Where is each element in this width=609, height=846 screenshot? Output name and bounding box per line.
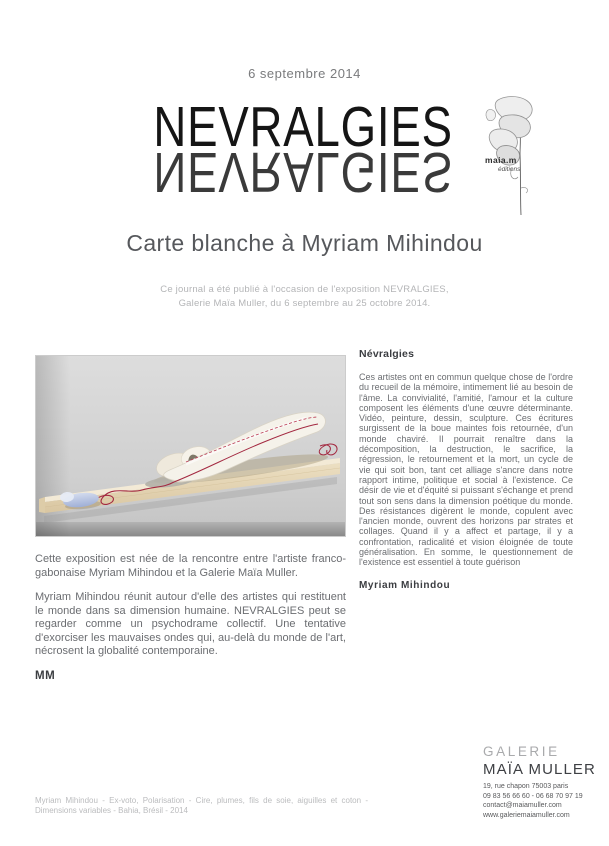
exhibition-title: NEVRALGIES — [153, 95, 453, 159]
artwork-photo — [35, 355, 346, 537]
left-paragraph-2: Myriam Mihindou réunit autour d'elle des artistes qui restituent le monde dans sa dimension humaine. NEVRALGIES peut se regarder comme un psychodrame collectif. Une tentative d'exorciser les mauvaises ondes qui, au-delà du monde de l'art, nécrosent la globalité contemporaine. — [35, 591, 346, 657]
gallery-name-line1: GALERIE — [483, 744, 560, 759]
gallery-contact-info — [483, 782, 599, 820]
publisher-tagline: éditions — [498, 166, 521, 173]
gallery-phones: 09 83 56 66 60 - 06 68 70 97 19 — [483, 792, 583, 800]
date-text: 6 septembre 2014 — [248, 66, 361, 81]
exhibition-title-reflection: NEVRALGIES — [153, 140, 453, 204]
colophon-line-2: Galerie Maïa Muller, du 6 septembre au 25 octobre 2014. — [178, 298, 431, 309]
right-heading: Névralgies — [359, 348, 415, 360]
colophon-line-1: Ce journal a été publié à l'occasion de l'exposition NEVRALGIES, — [160, 284, 449, 295]
gallery-website: www.galeriemaiamuller.com — [483, 811, 570, 819]
publisher-logo — [478, 92, 536, 218]
artwork-graphic — [36, 356, 345, 536]
right-column — [359, 348, 573, 591]
masthead — [118, 95, 472, 204]
artwork-caption: Myriam Mihindou - Ex-voto, Polarisation - Cire, plumes, fils de soie, aiguilles et coton - Dimensions variables - Bahia, Brésil - 2014 — [35, 796, 368, 815]
colophon-note — [0, 283, 609, 311]
gallery-email: contact@maiamuller.com — [483, 802, 562, 809]
gallery-block — [483, 744, 599, 820]
left-column — [35, 553, 346, 694]
publisher-name: maia.m — [485, 155, 517, 165]
right-body-text: Ces artistes ont en commun quelque chose de l'ordre du recueil de la mémoire, intimement lié au besoin de l'âme. La convivialité, l'amitié, l'amour et la culture composent les éléments d'une œuvre déterminante. Vidéo, peinture, dessin, sculpture. Ces écritures surgissent de la boue maintes fois retournée, d'un monde chaviré. Il pourrait renaître dans la décomposition, la destruction, le sacrifice, la régression, le retournement et la mort, un cycle de vie qui soit bon, tant cet alliage s'ancre dans notre rapport intime, politique et social à l'existence. Ce désir de vie et d'équité si puissant s'échange et prend tout son sens dans la dimension poétique du monde. Des résistances digèrent le monde, copulent avec l'ancien monde, ouvrent des horizons par strates et collages. Quand il y a affect et partage, il y a confrontation, radicalité et vision éloignée de toute généralisation. En somme, le questionnement de l'existence est essentiel à toute guérison — [359, 372, 573, 568]
left-signature: MM — [35, 669, 56, 682]
left-paragraph-1: Cette exposition est née de la rencontre entre l'artiste franco-gabonaise Myriam Mihindou et la Galerie Maïa Muller. — [35, 553, 346, 579]
page-title: Carte blanche à Myriam Mihindou — [126, 230, 483, 256]
gallery-name-line2: MAÏA MULLER — [483, 761, 596, 778]
gallery-address: 19, rue chapon 75003 paris — [483, 783, 569, 790]
right-signature: Myriam Mihindou — [359, 579, 451, 591]
